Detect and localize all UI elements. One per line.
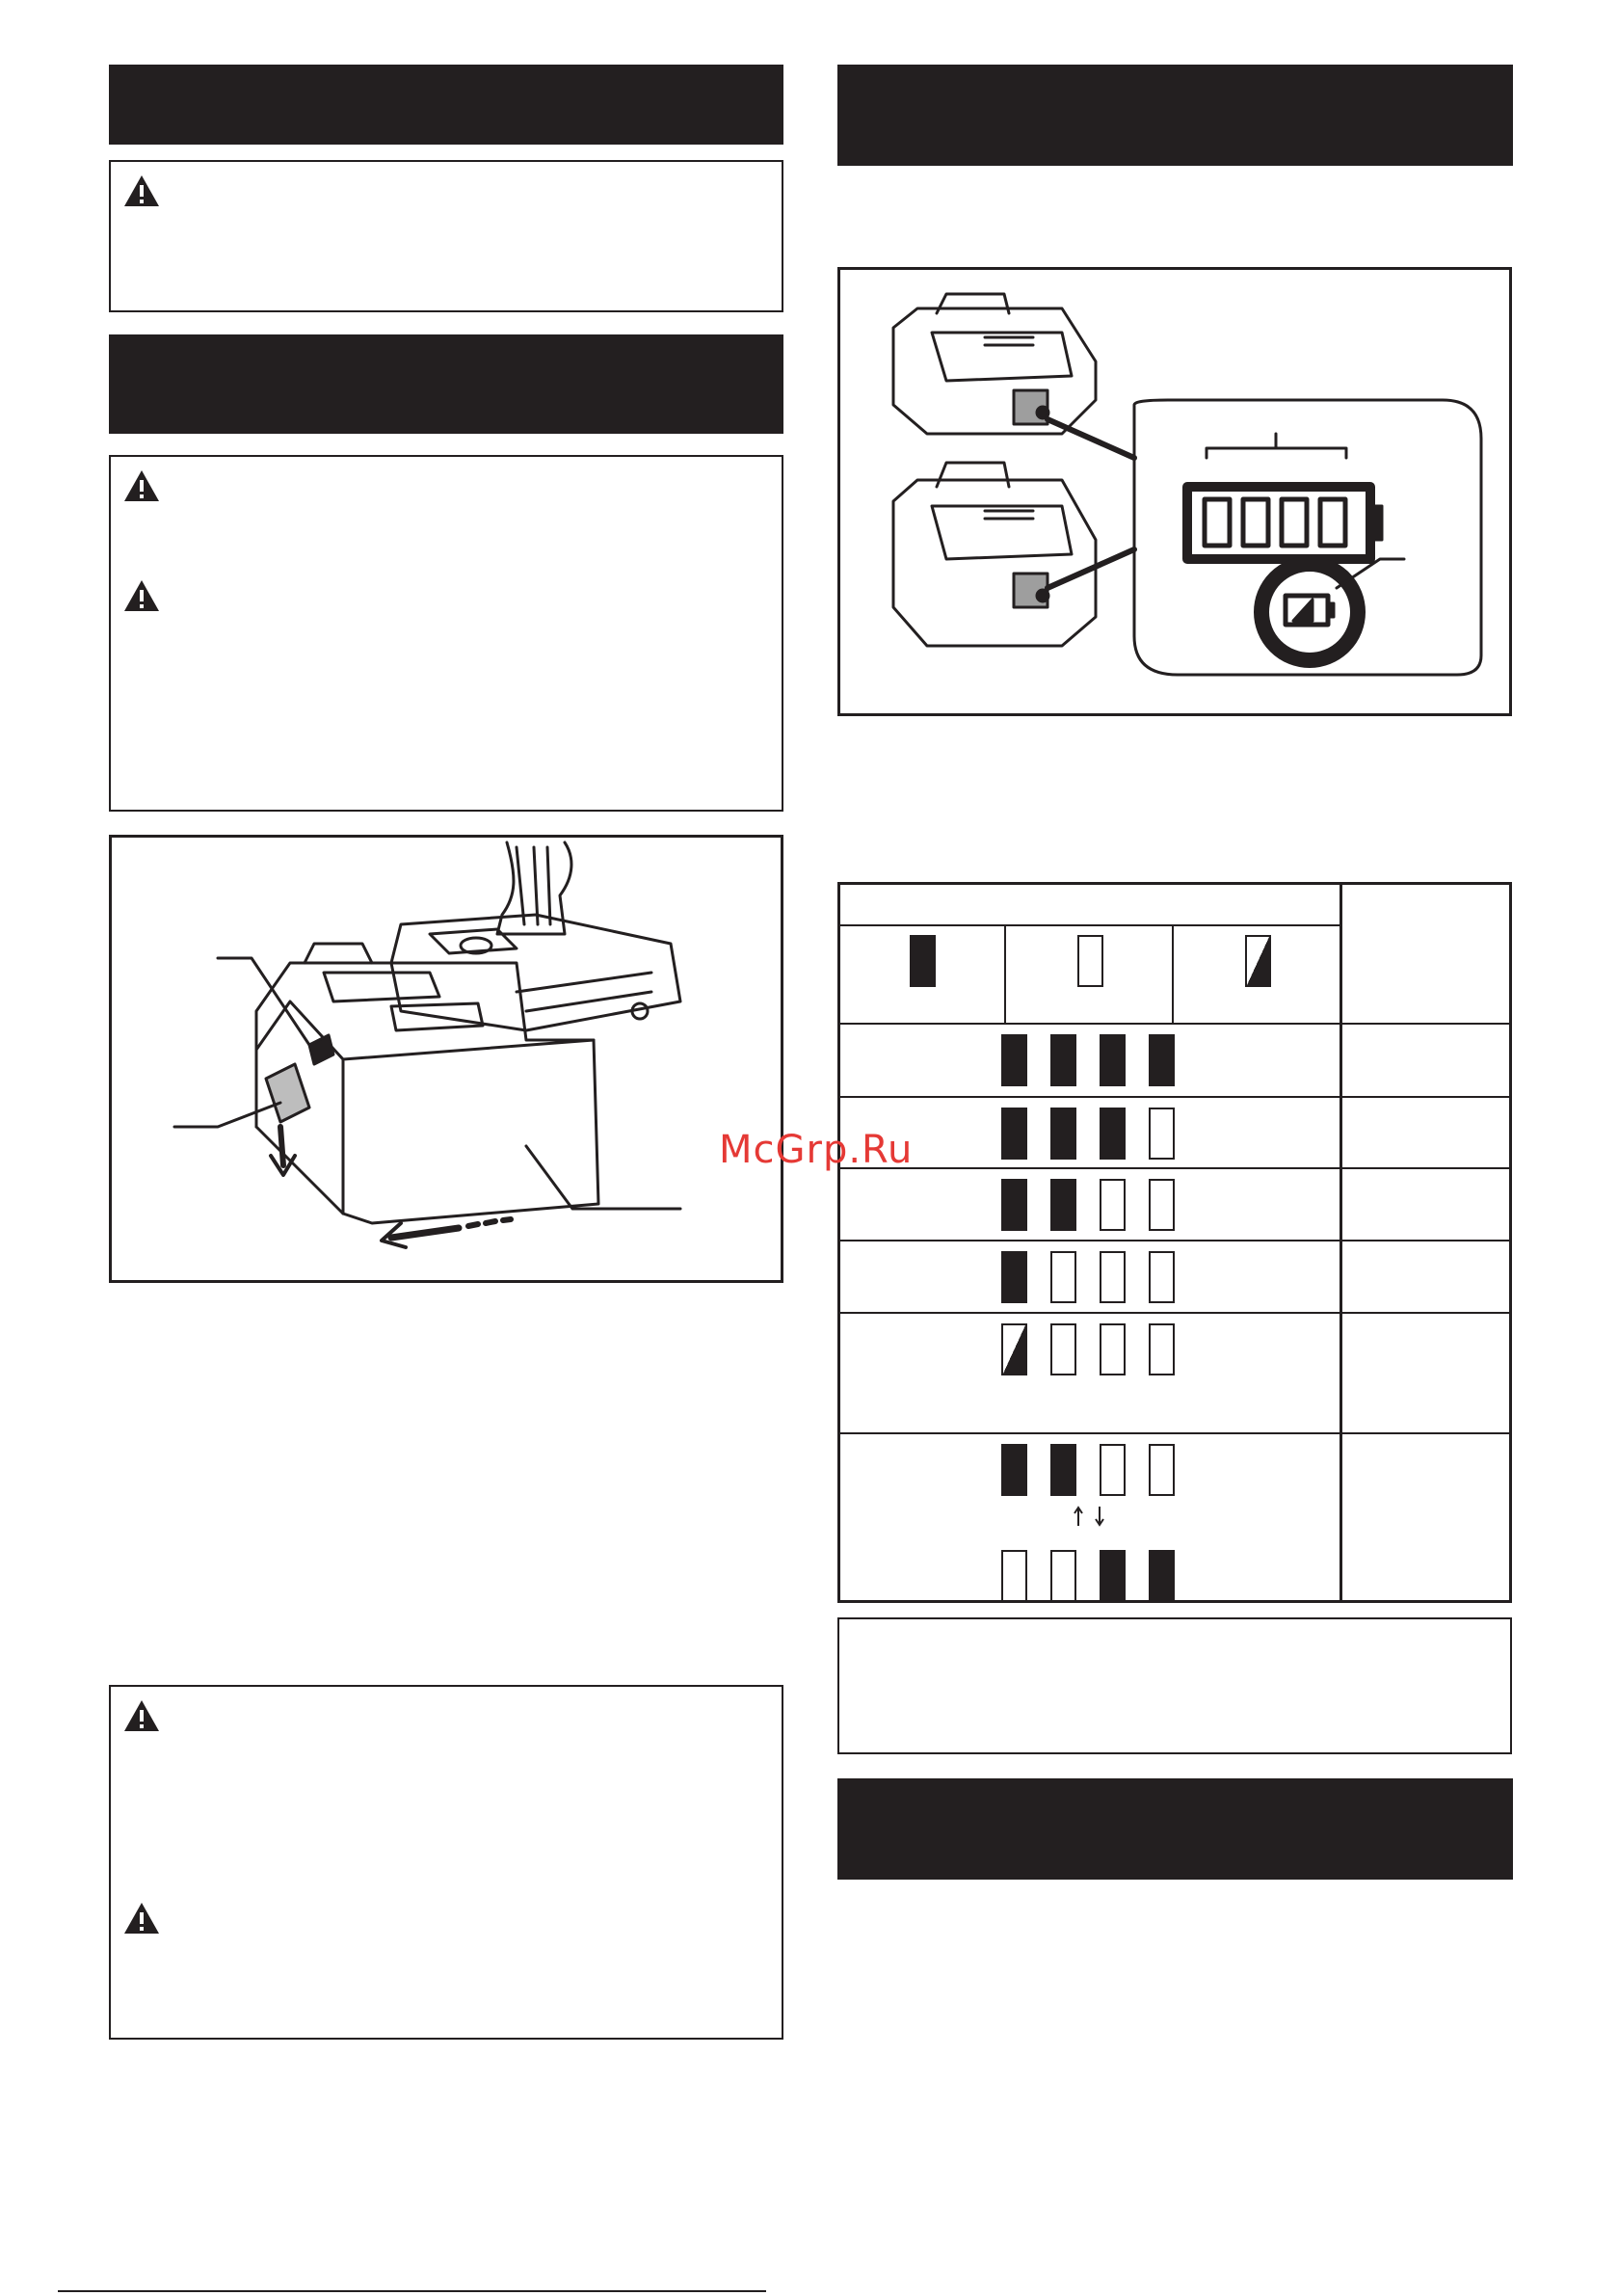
indicator-lamp-on: [1100, 1034, 1126, 1086]
battery-indicator-illustration: [840, 270, 1509, 713]
warning-triangle-icon: [122, 1698, 161, 1733]
indicator-lamp-on: [1100, 1550, 1126, 1602]
arrow-up-icon: [1074, 1506, 1083, 1532]
legend-lit-lamp: [910, 935, 936, 987]
indicator-lamp-blink: [1001, 1323, 1027, 1375]
indicator-lamp-on: [1050, 1179, 1076, 1231]
caution-box-2: [109, 455, 783, 812]
battery-indicator-figure: [837, 267, 1512, 716]
indicator-lamp-off: [1100, 1444, 1126, 1496]
indicator-lamp-off: [1149, 1444, 1175, 1496]
indicator-lamp-off: [1050, 1323, 1076, 1375]
note-box: [837, 1617, 1512, 1754]
warning-triangle-icon: [122, 578, 161, 613]
indicator-lamp-off: [1149, 1251, 1175, 1303]
indicator-lamp-off: [1100, 1251, 1126, 1303]
indicator-lamp-off: [1149, 1179, 1175, 1231]
battery-installation-figure: [109, 835, 783, 1283]
indicator-lamp-on: [1050, 1034, 1076, 1086]
watermark: McGrp.Ru: [719, 1128, 914, 1172]
indicator-lamp-on: [1050, 1108, 1076, 1160]
indicator-lamp-off: [1100, 1323, 1126, 1375]
warning-triangle-icon: [122, 1901, 161, 1936]
indicator-lamp-on: [1001, 1444, 1027, 1496]
caution-box-3: [109, 1685, 783, 2040]
indicator-lamp-on: [1001, 1251, 1027, 1303]
warning-triangle-icon: [122, 174, 161, 208]
indicator-lamp-off: [1100, 1179, 1126, 1231]
indicator-lamp-on: [1050, 1444, 1076, 1496]
indicator-lamp-on: [1001, 1179, 1027, 1231]
indicator-lamp-on: [1149, 1550, 1175, 1602]
warning-triangle-icon: [122, 468, 161, 503]
legend-blinking-lamp: [1245, 935, 1271, 987]
indicator-lamp-off: [1001, 1550, 1027, 1602]
arrow-down-icon: [1095, 1506, 1104, 1532]
footer-rule: [58, 2290, 766, 2292]
indicator-lamp-off: [1050, 1550, 1076, 1602]
tool-battery-illustration: [112, 838, 781, 1280]
caution-box-1: [109, 160, 783, 312]
indicator-lamp-on: [1149, 1034, 1175, 1086]
section-header-bar-4: [837, 1778, 1513, 1880]
indicator-lamp-on: [1001, 1034, 1027, 1086]
indicator-table: [837, 882, 1512, 1603]
legend-off-lamp: [1077, 935, 1103, 987]
indicator-lamp-off: [1050, 1251, 1076, 1303]
indicator-lamp-off: [1149, 1108, 1175, 1160]
section-header-bar-1: [109, 65, 783, 145]
indicator-lamp-on: [1001, 1108, 1027, 1160]
section-header-bar-3: [837, 65, 1513, 166]
indicator-lamp-on: [1100, 1108, 1126, 1160]
indicator-lamp-off: [1149, 1323, 1175, 1375]
section-header-bar-2: [109, 334, 783, 434]
